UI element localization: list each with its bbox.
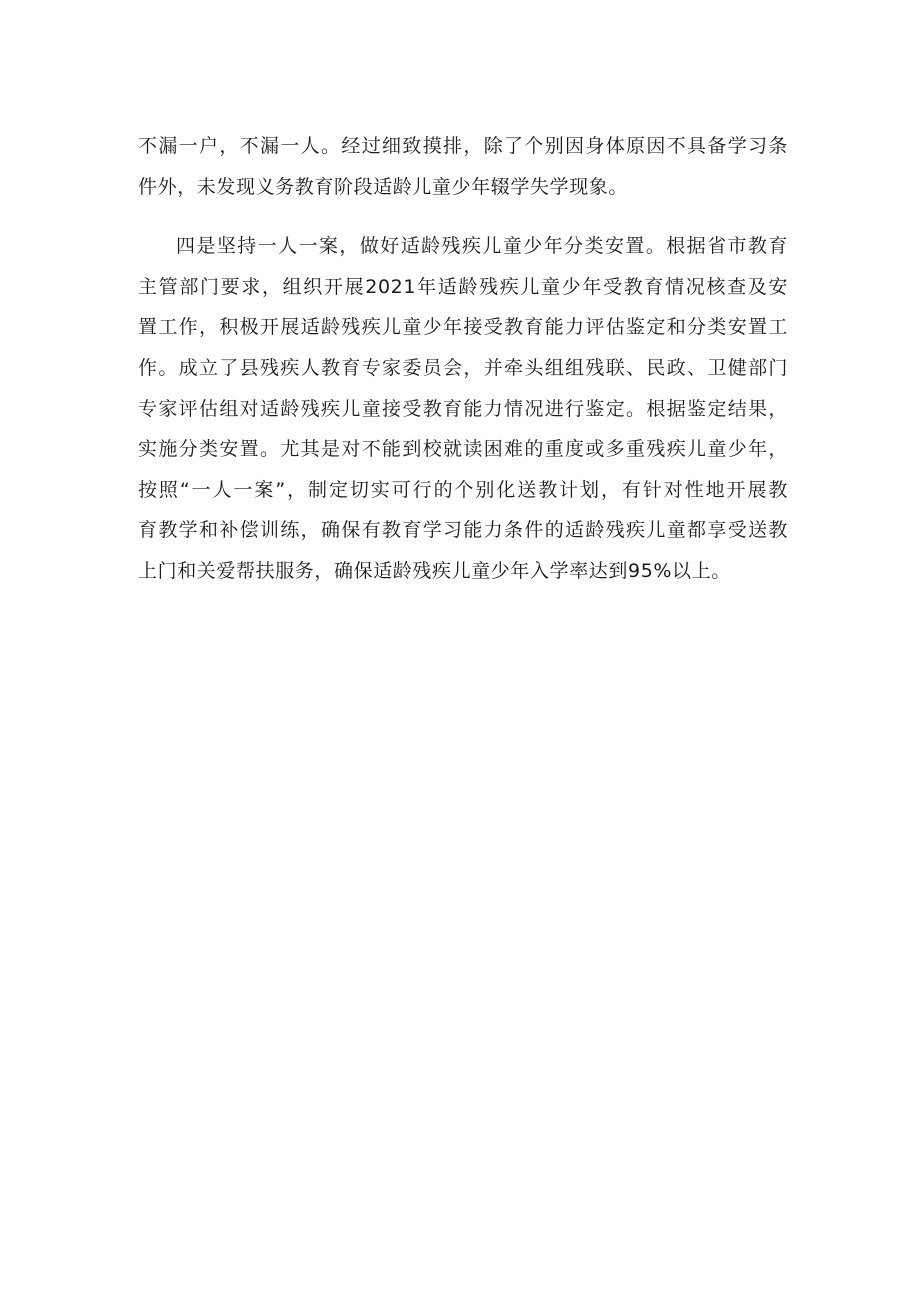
paragraph-line: 上门和关爱帮扶服务，确保适龄残疾儿童少年入学率达到95%以上。 bbox=[138, 559, 731, 582]
paragraph-line: 育教学和补偿训练，确保有教育学习能力条件的适龄残疾儿童都享受送教 bbox=[138, 519, 788, 542]
paragraph-line: 不漏一户，不漏一人。经过细致摸排，除了个别因身体原因不具备学习条 bbox=[138, 135, 788, 157]
paragraph-line: 按照“一人一案”，制定切实可行的个别化送教计划，有针对性地开展教 bbox=[138, 478, 788, 501]
paragraph-line: 主管部门要求，组织开展2021年适龄残疾儿童少年受教育情况核查及安 bbox=[138, 275, 788, 298]
paragraph-line: 专家评估组对适龄残疾儿童接受教育能力情况进行鉴定。根据鉴定结果， bbox=[138, 397, 788, 420]
paragraph-spacer bbox=[138, 207, 788, 226]
paragraph-line: 作。成立了县残疾人教育专家委员会，并牵头组组残联、民政、卫健部门 bbox=[138, 356, 788, 379]
paragraph-2 bbox=[138, 226, 788, 591]
paragraph-line: 置工作，积极开展适龄残疾儿童少年接受教育能力评估鉴定和分类安置工 bbox=[138, 316, 788, 339]
paragraph-1 bbox=[138, 126, 788, 207]
paragraph-line: 件外，未发现义务教育阶段适龄儿童少年辍学失学现象。 bbox=[138, 175, 629, 198]
paragraph-line: 实施分类安置。尤其是对不能到校就读困难的重度或多重残疾儿童少年， bbox=[138, 438, 788, 461]
document-body bbox=[138, 126, 788, 592]
paragraph-line: 四是坚持一人一案，做好适龄残疾儿童少年分类安置。根据省市教育 bbox=[176, 235, 788, 258]
